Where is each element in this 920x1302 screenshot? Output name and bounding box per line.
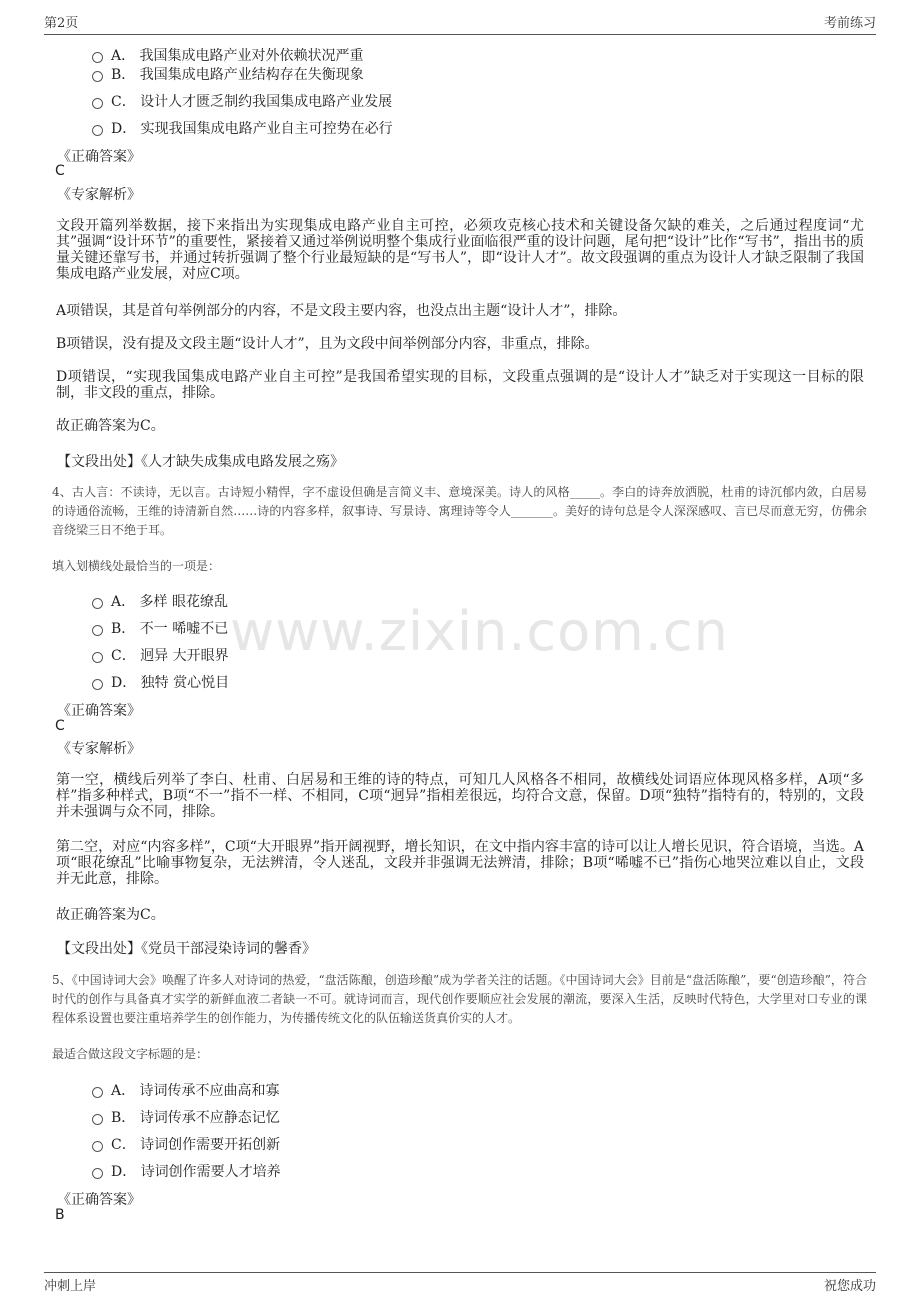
radio-icon[interactable]	[92, 1141, 103, 1152]
q5-option-b[interactable]: B． 诗词传承不应静态记忆	[92, 1107, 280, 1127]
q3-analysis-label: 《专家解析》	[57, 187, 141, 203]
q5-answer-label: 《正确答案》	[57, 1192, 141, 1208]
q5-stem: 5、《中国诗词大会》唤醒了许多人对诗词的热爱，“盘活陈酿，创造珍酿”成为学者关注的话题。《中国诗词大会》目前是“盘活陈酿”，要“创造珍酿”，符合时代的创作与具备真才实学的新鲜血液二者缺一不可。就诗词而言，现代创作要顺应社会发展的潮流，要深入生活，反映时代特色，大学里对口专业的课程体系设置也要注重培养学生的创作能力，为传播传统文化的队伍输送货真价实的人才。	[52, 973, 867, 1025]
q4-option-c[interactable]: C． 迥异 大开眼界	[92, 645, 229, 665]
q4-answer-label: 《正确答案》	[57, 703, 141, 719]
page-header	[44, 12, 876, 35]
q4-analysis-1: 第一空，横线后列举了李白、杜甫、白居易和王维的诗的特点，可知几人风格各不相同，故横线处词语应体现风格多样，A项“多样”指多种样式，B项“不一”指不一样、不相同，C项“迥异”指相差很远，均符合文意，保留。D项“独特”指特有的，特别的，文段并未强调与众不同，排除。	[56, 772, 864, 820]
radio-icon[interactable]	[92, 1168, 103, 1179]
q3-analysis-1: 文段开篇列举数据，接下来指出为实现集成电路产业自主可控，必须攻克核心技术和关键设备欠缺的难关，之后通过程度词“尤其”强调“设计环节”的重要性，紧接着又通过举例说明整个集成行业面临很严重的设计问题，尾句把“设计”比作“写书”，指出书的质量关键还靠写书，并通过转折强调了整个行业最短缺的是“写书人”，即“设计人才”。故文段强调的重点为设计人才缺乏限制了我国集成电路产业发展，对应C项。	[56, 218, 864, 282]
q3-answer: C	[55, 163, 65, 179]
radio-icon[interactable]	[92, 71, 103, 82]
radio-icon[interactable]	[92, 1087, 103, 1098]
radio-icon[interactable]	[92, 125, 103, 136]
q3-source: 【文段出处】《人才缺失成集成电路发展之殇》	[57, 454, 344, 470]
q4-analysis-2: 第二空，对应“内容多样”，C项“大开眼界”指开阔视野，增长知识，在文中指内容丰富的诗可以让人增长见识，符合语境，当选。A项“眼花缭乱”比喻事物复杂，无法辨清，令人迷乱，文段并非强调无法辨清，排除；B项“唏嘘不已”指伤心地哭泣难以自止，文段并无此意，排除。	[56, 839, 864, 887]
radio-icon[interactable]	[92, 598, 103, 609]
q4-option-d[interactable]: D． 独特 赏心悦目	[92, 672, 229, 692]
radio-icon[interactable]	[92, 98, 103, 109]
q3-answer-label: 《正确答案》	[57, 149, 141, 165]
q3-analysis-5: 故正确答案为C。	[56, 418, 165, 434]
q4-answer: C	[55, 718, 65, 734]
q3-analysis-3: B项错误，没有提及文段主题“设计人才”，且为文段中间举例部分内容，非重点，排除。	[56, 336, 599, 352]
q4-source: 【文段出处】《党员干部浸染诗词的馨香》	[57, 941, 316, 957]
radio-icon[interactable]	[92, 625, 103, 636]
page-number: 第2页	[44, 16, 79, 31]
q3-option-c[interactable]: C． 设计人才匮乏制约我国集成电路产业发展	[92, 91, 392, 111]
q4-option-a[interactable]: A． 多样 眼花缭乱	[92, 591, 228, 611]
q5-prompt: 最适合做这段文字标题的是：	[52, 1047, 209, 1061]
q3-analysis-2: A项错误，其是首句举例部分的内容，不是文段主要内容，也没点出主题“设计人才”，排除。	[56, 303, 627, 319]
radio-icon[interactable]	[92, 652, 103, 663]
radio-icon[interactable]	[92, 679, 103, 690]
q5-answer: B	[55, 1207, 65, 1223]
q5-option-a[interactable]: A． 诗词传承不应曲高和寡	[92, 1080, 280, 1100]
q4-stem: 4、古人言：不读诗，无以言。古诗短小精悍，字不虚设但确是言简义丰、意境深美。诗人的风格_____。李白的诗奔放洒脱，杜甫的诗沉郁内敛，白居易的诗通俗流畅，王维的诗清新自然……诗的内容多样，叙事诗、写景诗、寓理诗等令人_______。美好的诗句总是令人深深感叹、言已尽而意无穷，仿佛余音绕梁三日不绝于耳。	[52, 485, 867, 537]
q3-option-d[interactable]: D． 实现我国集成电路产业自主可控势在必行	[92, 118, 393, 138]
q3-option-a[interactable]: A． 我国集成电路产业对外依赖状况严重	[92, 45, 364, 65]
q4-analysis-3: 故正确答案为C。	[56, 907, 165, 923]
radio-icon[interactable]	[92, 1114, 103, 1125]
watermark: www.zixin.com.cn	[230, 600, 729, 663]
header-title: 考前练习	[823, 16, 876, 31]
q3-option-b[interactable]: B． 我国集成电路产业结构存在失衡现象	[92, 64, 364, 84]
q5-option-c[interactable]: C． 诗词创作需要开拓创新	[92, 1134, 280, 1154]
q4-prompt: 填入划横线处最恰当的一项是：	[52, 559, 221, 573]
radio-icon[interactable]	[92, 52, 103, 63]
footer-right: 祝您成功	[823, 1279, 876, 1294]
footer-left: 冲刺上岸	[44, 1279, 97, 1294]
page-footer	[44, 1272, 876, 1294]
q5-option-d[interactable]: D． 诗词创作需要人才培养	[92, 1161, 281, 1181]
q4-analysis-label: 《专家解析》	[57, 741, 141, 757]
q4-option-b[interactable]: B． 不一 唏嘘不已	[92, 618, 228, 638]
q3-analysis-4: D项错误，“实现我国集成电路产业自主可控”是我国希望实现的目标，文段重点强调的是“设计人才”缺乏对于实现这一目标的限制，非文段的重点，排除。	[56, 369, 864, 401]
